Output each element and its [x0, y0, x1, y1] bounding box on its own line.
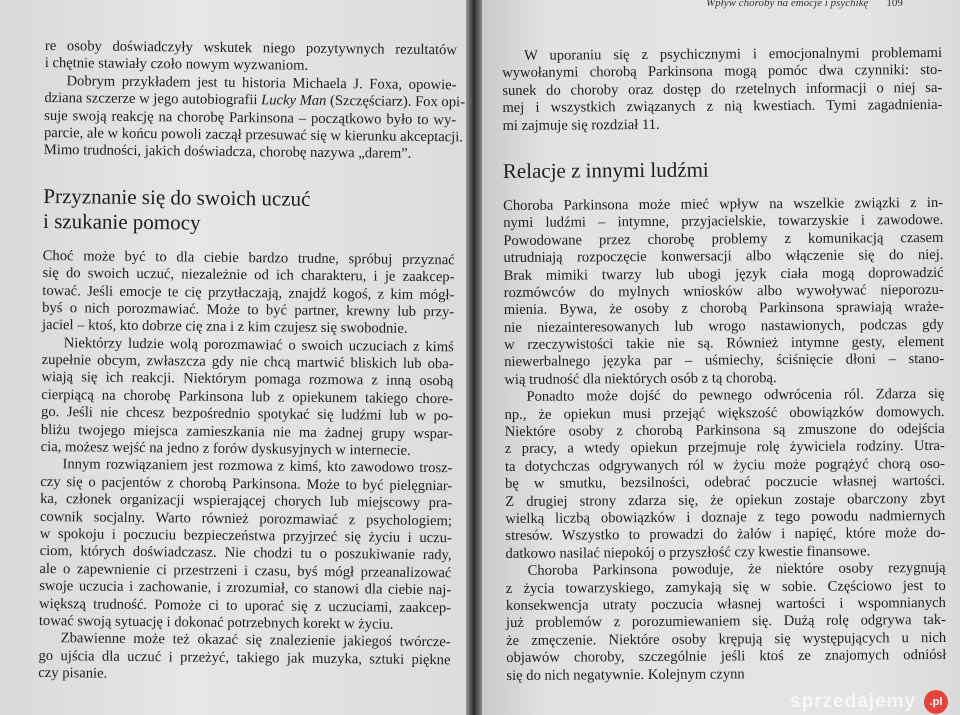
heading-line: Przyznanie się do swoich uczuć — [43, 183, 311, 211]
text-line: W uporaniu się z psychicznymi i emocjonalnymi problemami — [523, 44, 943, 64]
right-page-text — [502, 45, 946, 685]
text-line: cierpiącą na chorobę Parkinsona lub z opiekunem takiego chore- — [41, 386, 454, 408]
text-line: Brak mimiki twarzy lub ubogi język ciała mogą doprowadzić — [503, 264, 944, 284]
text-line: z pracy, a wtedy opiekun przejmuje rolę żywiciela rodziny. Utra- — [504, 438, 945, 458]
text-line: cia, możesz wejść na jedno z forów dyskusyjnych w internecie. — [40, 439, 411, 459]
text-line: utrudniają rozpoczęcie konwersacji albo włączenie się do niej. — [503, 247, 944, 267]
text-line: jaciel – ktoś, kto dobrze cię zna i z kim czujesz się swobodnie. — [41, 317, 408, 338]
watermark: sprzedajemy — [790, 691, 917, 712]
text-line: sunek do choroby oraz dostęp do rzetelnych informacji o niej sa- — [502, 79, 943, 99]
text-line: większą trudność. Pomoże ci to uporać się z uczuciami, zaakcep- — [38, 595, 452, 616]
text-line: cownik socjalny. Warto również porozmawiać z psychologiem; — [39, 508, 453, 529]
text-line: Zbawienne może też okazać się znalezienie jakiegoś twórcze- — [60, 630, 451, 651]
text-line: swoje uczucia i zachowanie, i zrozumiał, co stanowi dla ciebie naj- — [39, 578, 452, 599]
text-line: mi zajmuje się rozdział 11. — [502, 116, 660, 134]
text-line: ciom, których doświadczasz. Nie chodzi tu o poszukiwanie rady, — [39, 543, 452, 564]
text-line: suje swoją reakcję na chorobę Parkinsona – początkowo było to wy- — [44, 107, 457, 128]
text-line: Mimo trudności, jakich doświadcza, chorobę nazywa „darem”. — [43, 142, 412, 163]
right-body — [503, 195, 946, 685]
text-line: Niektóre osoby z chorobą Parkinsona są zmuszone do odejścia — [504, 420, 945, 441]
text-line: go ujścia dla uczuć i przeżyć, takiego jak muzyka, sztuki piękne — [38, 647, 451, 668]
watermark-badge: .pl — [924, 690, 948, 714]
section-heading: Relacje z innymi ludźmi — [502, 157, 709, 183]
text-line: datkowo nasilać niepokój o przyszłość czy kwestie finansowe. — [505, 543, 871, 562]
page-number: 109 — [886, 0, 903, 9]
text-line: z życia towarzyskiego, zamykają się w sobie. Częściowo jest to — [505, 577, 946, 597]
running-head — [706, 0, 903, 9]
text-segment: dziana szczerze w jego autobiografii — [44, 90, 258, 109]
text-line: mienia. Bywa, że osoby z chorobą Parkinsona sprawiają wraże- — [503, 299, 944, 319]
text-line: Niektórzy ludzie wolą porozmawiać o swoich uczuciach z kimś — [63, 334, 454, 355]
text-line: tować. Jeśli emocje te cię przytłaczają, znajdź kogoś, z kim mógł- — [42, 282, 455, 303]
text-line: wywołanymi chorobą Parkinsona mogą pomóc dwa czynniki: sto- — [502, 62, 943, 82]
text-line: niewerbalnego języka par – uśmiechy, ściśnięcie dłoni – stano- — [504, 351, 945, 371]
book-gutter — [466, 0, 482, 715]
text-line: czy pisanie. — [38, 665, 108, 682]
text-line: już problemów z porozumiewaniem się. Dużą rolę odgrywa tak- — [505, 612, 947, 632]
text-line: Choć może być to dla ciebie bardzo trudne, spróbuj przyznać — [42, 247, 455, 269]
text-line: bliżu twojego miejsca zamieszkania nie ma żadnej grupy wspar- — [40, 421, 453, 442]
text-line: Powodowane przez chorobę problemy z komunikacją czasem — [503, 229, 944, 249]
text-line: parcie, ale w końcu powoli zaczął przesuwać się w kierunku akceptacji. — [43, 124, 464, 146]
text-line: wielką liczbą obowiązków i doznaje z tego powodu nadmiernych — [505, 507, 946, 527]
section-heading — [43, 184, 456, 238]
text-line: Choroba Parkinsona powoduje, że niektóre osoby rezygnują — [527, 560, 946, 579]
text-line: Innym rozwiązaniem jest rozmowa z kimś, kto zawodowo trosz- — [62, 456, 453, 477]
text-line: bę w smutku, bezsilności, odebrać poczucie własnej wartości. — [504, 473, 946, 493]
text-line: Ponadto może dojść do pewnego odwrócenia ról. Zdarza się — [526, 386, 945, 406]
text-line: nymi ludźmi – intymne, przyjacielskie, towarzyskie i zawodowe. — [503, 212, 944, 232]
text-line: byś o nich porozmawiać. Może to być partner, krewny lub przy- — [42, 299, 455, 321]
text-line: objawów choroby, szczególnie jeśli ktoś ze znajomych odniósł — [506, 647, 947, 667]
spacer — [503, 132, 943, 159]
text-line: re osoby doświadczyły wskutek niego pozytywnych rezultatów — [44, 38, 457, 59]
text-line: się do swoich uczuć, niezależnie od ich charakteru, i je zaakcep- — [42, 265, 455, 286]
text-line: ka, członek organizacji wspierającej chorych lub miejscowy pra- — [40, 491, 453, 512]
text-line: nie niezainteresowanych lub wrogo nastawionych, podczas gdy — [503, 316, 944, 336]
text-line: tować swoją sytuację i dokonać potrzebnych korekt w życiu. — [38, 612, 394, 633]
heading-line: i szukanie pomocy — [42, 208, 201, 235]
text-line: Choroba Parkinsona może mieć wpływ na wszelkie związki z in- — [503, 194, 944, 214]
text-line: w rzeczywistości takie nie są. Również intymne gesty, element — [504, 333, 945, 354]
chapter-title: Wpływ choroby na emocje i psychikę — [706, 0, 869, 9]
right-intro — [502, 45, 943, 135]
text-line: i chętnie stawiały czoło nowym wyzwaniom. — [44, 55, 309, 75]
text-line: Dobrym przykładem jest tu historia Michaela J. Foxa, opowie- — [66, 73, 457, 94]
text-segment: (Szczęściarz). Fox opi- — [329, 93, 466, 111]
text-line: stresów. Wszystko to prowadzi do żalów i napięć, które może do- — [505, 525, 946, 545]
text-line: ta dotychczas odgrywanych ról w życiu może pogrążyć chorą oso- — [504, 455, 945, 475]
book-title: Lucky Man — [261, 92, 327, 110]
text-line: w spokoju i poczuciu bezpieczeństwa przyjrzeć się życiu i uczu- — [39, 525, 452, 547]
text-line: go. Jeśli nie chcesz bezpośrednio spotykać się ludźmi lub w po- — [40, 404, 454, 425]
text-line: zupełnie obcym, zwłaszcza gdy nie chcą martwić bliskich lub oba- — [41, 352, 454, 373]
text-line: wiają się ich reakcji. Niektórym pomaga rozmowa z inną osobą — [41, 369, 454, 390]
text-line: się do nich negatywnie. Kolejnym czynn — [506, 665, 745, 684]
left-page-text — [38, 38, 466, 687]
text-line: np., że opiekun musi przejąć większość obowiązków domowych. — [504, 403, 945, 423]
text-line: czy się o pacjentów z chorobą Parkinsona. Może to być pielęgniar- — [40, 473, 453, 495]
text-line: wią trudność dla niektórych osób z tą chorobą. — [504, 369, 777, 388]
text-line: rozmówców do mylnych wniosków albo wywoływać nieporozu- — [503, 281, 944, 301]
text-line: konsekwencja utraty poczucia własnej wartości i wspomnianych — [505, 594, 946, 614]
text-line: Z drugiej strony zdarza się, że opiekun zostaje obarczony zbyt — [505, 490, 946, 510]
text-line: że zmęczenie. Niektóre osoby krępują się występujących u nich — [506, 629, 947, 649]
text-line: mej i wszystkich związanych z nią kwestiach. Tymi zagadnienia- — [502, 97, 943, 117]
left-body — [38, 248, 455, 687]
text-line: ale o zapewnienie ci przestrzeni i czasu, byś mógł przeanalizować — [39, 560, 452, 582]
